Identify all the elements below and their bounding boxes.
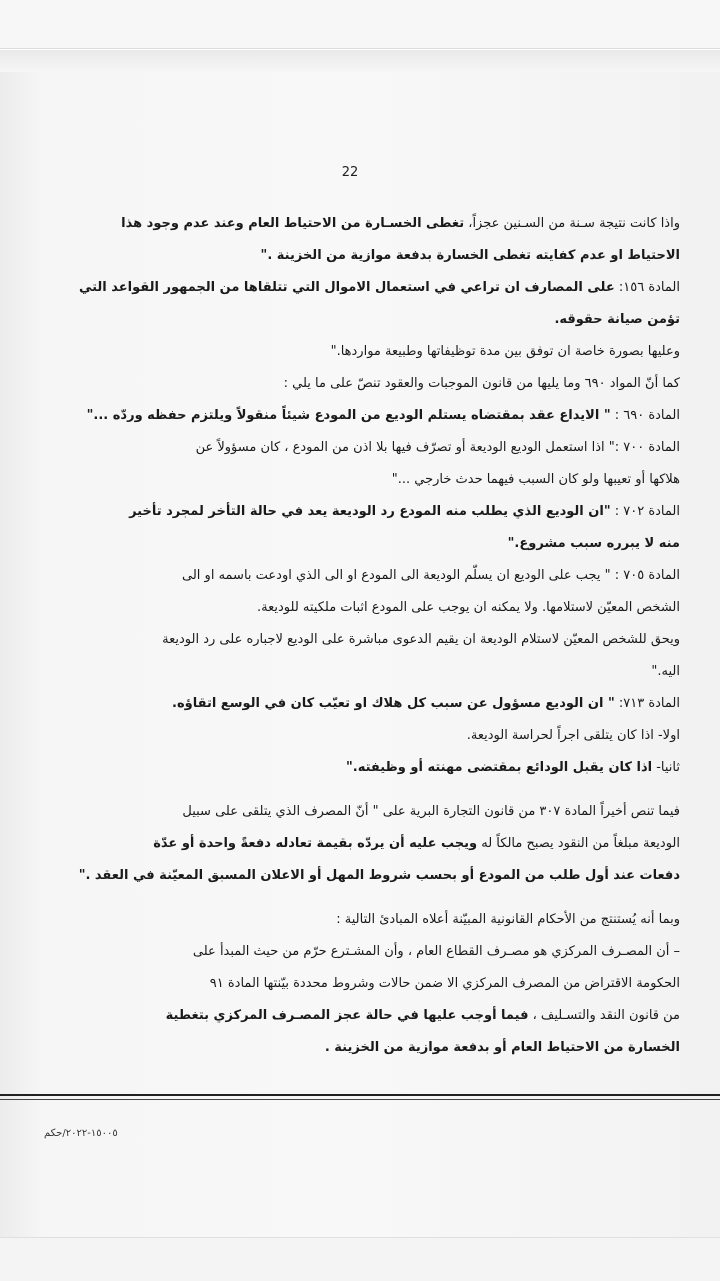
- text-run: اولا- اذا كان يتلقى اجراً لحراسة الوديعة.: [466, 728, 680, 743]
- text-run: المادة ٧١٣:: [614, 696, 680, 711]
- text-line: [30, 720, 680, 752]
- text-run: وبما أنه يُستنتج من الأحكام القانونية المبيّنة أعلاه المبادئ التالية :: [336, 912, 680, 927]
- text-line: [30, 904, 680, 936]
- text-line: [30, 528, 680, 560]
- bold-text-run: تؤمن صيانة حقوقه.: [554, 312, 680, 327]
- text-line: [30, 496, 680, 528]
- text-line: [30, 796, 680, 828]
- text-run: فيما تنص أخيراً المادة ٣٠٧ من قانون التجارة البرية على " أنّ المصرف الذي يتلقى على سبيل: [182, 804, 680, 819]
- bold-text-run: على المصارف ان تراعي في استعمال الاموال التي تتلقاها من الجمهور القواعد التي: [78, 280, 615, 295]
- text-run: الحكومة الاقتراض من المصرف المركزي الا ضمن حالات وشروط محددة بيّنتها المادة ٩١: [209, 976, 680, 991]
- text-run: المادة ٧٠٥ : " يجب على الوديع ان يسلّم الوديعة الى المودع او الى الذي اودعت باسمه او الى: [182, 568, 680, 583]
- text-line: [30, 400, 680, 432]
- document-body: [30, 208, 680, 1064]
- paragraph-gap: [30, 892, 680, 904]
- text-line: [30, 860, 680, 892]
- text-line: [30, 560, 680, 592]
- text-line: [30, 1000, 680, 1032]
- text-run: ثانيا-: [652, 760, 680, 775]
- text-line: [30, 752, 680, 784]
- bold-text-run: فيما أوجب عليها في حالة عجز المصـرف المركزي بتغطية: [165, 1008, 529, 1023]
- text-run: هلاكها أو تعيبها ولو كان السبب فيهما حدث خارجي ...": [391, 472, 680, 487]
- text-line: [30, 336, 680, 368]
- text-run: المادة ١٥٦:: [614, 280, 680, 295]
- text-run: – أن المصـرف المركزي هو مصـرف القطاع العام ، وأن المشـترع حرّم من حيث المبدأ على: [192, 944, 680, 959]
- viewer-top-bar: [0, 0, 720, 49]
- page-edge: [0, 50, 720, 72]
- bold-text-run: تغطى الخسـارة من الاحتياط العام وعند عدم وجود هذا: [121, 216, 465, 231]
- text-line: [30, 272, 680, 304]
- text-line: [30, 208, 680, 240]
- text-run: وعليها بصورة خاصة ان توفق بين مدة توظيفاتها وطبيعة مواردها.": [330, 344, 680, 359]
- viewer-bottom-bar: [0, 1237, 720, 1281]
- footer-rule: [0, 1094, 720, 1096]
- bold-text-run: اذا كان يقبل الودائع بمقتضى مهنته أو وظيفته.": [345, 760, 653, 775]
- bold-text-run: منه لا يبرره سبب مشروع.": [507, 536, 680, 551]
- text-run: المادة ٧٠٢ :: [610, 504, 680, 519]
- bold-text-run: الخسارة من الاحتياط العام أو بدفعة موازية من الخزينة .: [324, 1040, 680, 1055]
- text-line: [30, 1032, 680, 1064]
- bold-text-run: " الايداع عقد بمقتضاه يستلم الوديع من المودع شيئاً منقولاً ويلتزم حفظه وردّه ...": [86, 408, 611, 423]
- text-line: [30, 464, 680, 496]
- text-line: [30, 688, 680, 720]
- text-run: واذا كانت نتيجة سـنة من السـنين عجزاً،: [464, 216, 680, 231]
- text-run: الوديعة مبلغاً من النقود يصبح مالكاً له: [477, 836, 680, 851]
- bold-text-run: " ان الوديع مسؤول عن سبب كل هلاك او تعيّب كان في الوسع اتقاؤه.: [172, 696, 615, 711]
- text-line: [30, 968, 680, 1000]
- text-run: الشخص المعيّن لاستلامها. ولا يمكنه ان يوجب على المودع اثبات ملكيته للوديعة.: [257, 600, 680, 615]
- page-number: 22: [341, 165, 359, 180]
- text-line: [30, 936, 680, 968]
- paragraph-gap: [30, 784, 680, 796]
- bold-text-run: دفعات عند أول طلب من المودع أو بحسب شروط المهل أو الاعلان المسبق المعيّنة في العقد .": [78, 868, 680, 883]
- text-run: ويحق للشخص المعيّن لاستلام الوديعة ان يقيم الدعوى مباشرة على الوديع لاجباره على رد الوديعة: [162, 632, 680, 647]
- text-line: [30, 432, 680, 464]
- text-line: [30, 592, 680, 624]
- text-line: [30, 624, 680, 656]
- bold-text-run: "ان الوديع الذي يطلب منه المودع رد الوديعة يعد في حالة التأخر لمجرد تأخير: [129, 504, 611, 519]
- text-run: كما أنّ المواد ٦٩٠ وما يليها من قانون الموجبات والعقود تنصّ على ما يلي :: [283, 376, 680, 391]
- text-run: اليه.": [651, 664, 680, 679]
- text-run: من قانون النقد والتسـليف ،: [528, 1008, 680, 1023]
- text-run: المادة ٧٠٠ :" اذا استعمل الوديع الوديعة أو تصرّف فيها بلا اذن من المودع ، كان مسؤولاً عن: [195, 440, 680, 455]
- text-line: [30, 368, 680, 400]
- bold-text-run: الاحتياط او عدم كفايته تغطى الخسارة بدفعة موازية من الخزينة .": [260, 248, 680, 263]
- text-line: [30, 828, 680, 860]
- text-run: المادة ٦٩٠ :: [610, 408, 680, 423]
- footer-reference: ١٥٠٠٥-٢٠٢٢/حكم: [44, 1128, 118, 1139]
- bold-text-run: ويجب عليه أن يردّه بقيمة تعادله دفعةً واحدة أو عدّة: [153, 836, 478, 851]
- text-line: [30, 656, 680, 688]
- text-line: [30, 240, 680, 272]
- text-line: [30, 304, 680, 336]
- footer-rule-thin: [0, 1099, 720, 1100]
